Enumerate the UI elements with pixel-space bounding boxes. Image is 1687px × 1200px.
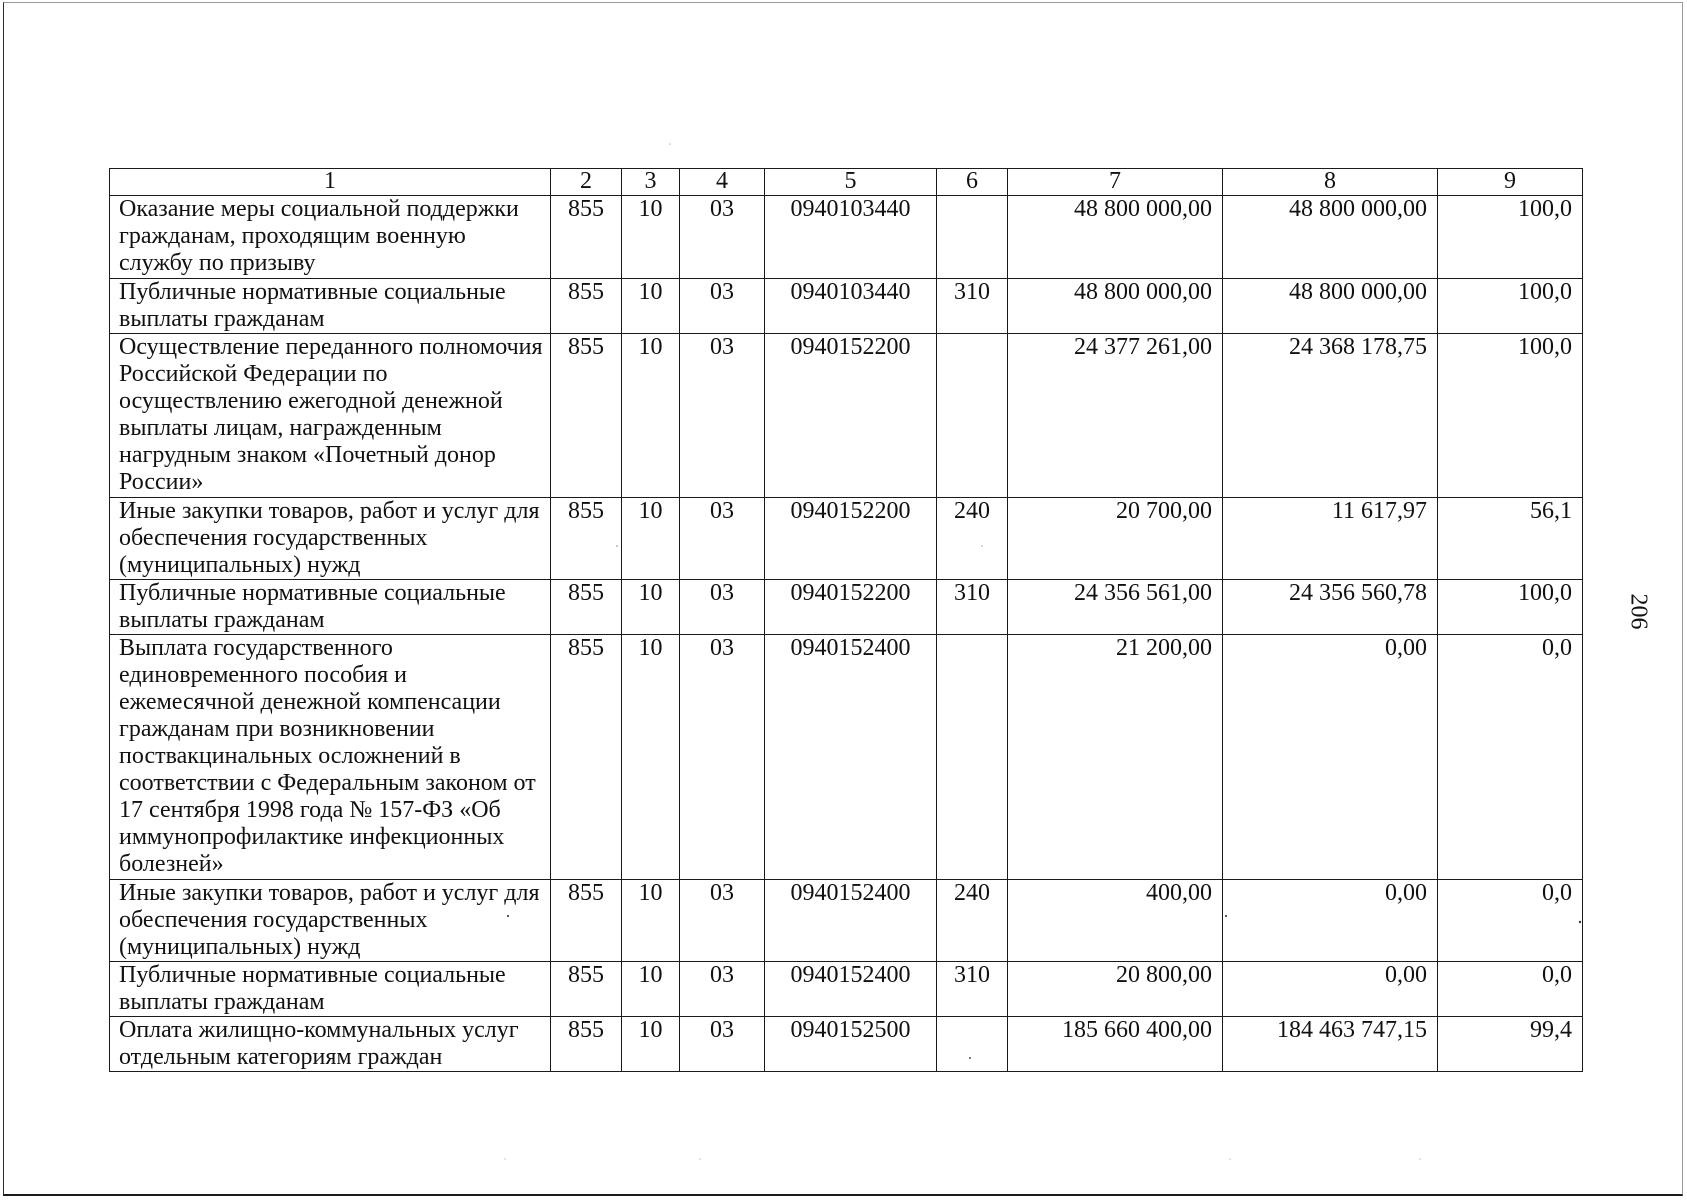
- grbs-code: 855: [551, 880, 622, 962]
- header-cell-3: 3: [622, 169, 680, 196]
- section-code: 10: [622, 334, 680, 498]
- subsection-code: 03: [680, 498, 765, 580]
- expense-name: Оказание меры социальной поддержки гражданам, проходящим военную службу по призыву: [110, 196, 551, 279]
- executed-amount: 0,00: [1223, 635, 1438, 880]
- execution-percent: 100,0: [1438, 196, 1583, 279]
- section-code: 10: [622, 498, 680, 580]
- target-article-code: 0940152500: [765, 1017, 937, 1072]
- expense-type-code: [937, 334, 1008, 498]
- table-row: [110, 334, 1583, 498]
- plan-amount: 20 700,00: [1008, 498, 1223, 580]
- target-article-code: 0940152400: [765, 880, 937, 962]
- header-cell-4: 4: [680, 169, 765, 196]
- execution-percent: 0,0: [1438, 635, 1583, 880]
- target-article-code: 0940152200: [765, 580, 937, 635]
- expense-name: Иные закупки товаров, работ и услуг для обеспечения государственных (муниципальных) нужд: [110, 880, 551, 962]
- header-cell-8: 8: [1223, 169, 1438, 196]
- execution-percent: 0,0: [1438, 880, 1583, 962]
- target-article-code: 0940152200: [765, 498, 937, 580]
- grbs-code: 855: [551, 1017, 622, 1072]
- subsection-code: 03: [680, 196, 765, 279]
- execution-percent: 100,0: [1438, 580, 1583, 635]
- plan-amount: 185 660 400,00: [1008, 1017, 1223, 1072]
- execution-percent: 56,1: [1438, 498, 1583, 580]
- plan-amount: 48 800 000,00: [1008, 279, 1223, 334]
- target-article-code: 0940152400: [765, 635, 937, 880]
- section-code: 10: [622, 196, 680, 279]
- expense-type-code: [937, 1017, 1008, 1072]
- header-cell-6: 6: [937, 169, 1008, 196]
- target-article-code: 0940152400: [765, 962, 937, 1017]
- table-row: [110, 880, 1583, 962]
- table-body: [110, 169, 1583, 1072]
- subsection-code: 03: [680, 334, 765, 498]
- subsection-code: 03: [680, 1017, 765, 1072]
- section-code: 10: [622, 962, 680, 1017]
- execution-percent: 100,0: [1438, 334, 1583, 498]
- expense-name: Публичные нормативные социальные выплаты гражданам: [110, 580, 551, 635]
- expense-name: Оплата жилищно-коммунальных услуг отдельным категориям граждан: [110, 1017, 551, 1072]
- plan-amount: 48 800 000,00: [1008, 196, 1223, 279]
- grbs-code: 855: [551, 196, 622, 279]
- grbs-code: 855: [551, 334, 622, 498]
- executed-amount: 48 800 000,00: [1223, 196, 1438, 279]
- subsection-code: 03: [680, 580, 765, 635]
- subsection-code: 03: [680, 635, 765, 880]
- target-article-code: 0940152200: [765, 334, 937, 498]
- table-row: [110, 279, 1583, 334]
- plan-amount: 20 800,00: [1008, 962, 1223, 1017]
- plan-amount: 24 356 561,00: [1008, 580, 1223, 635]
- expense-type-code: 240: [937, 880, 1008, 962]
- table-row: [110, 196, 1583, 279]
- grbs-code: 855: [551, 580, 622, 635]
- subsection-code: 03: [680, 880, 765, 962]
- expense-name: Публичные нормативные социальные выплаты гражданам: [110, 962, 551, 1017]
- table-row: [110, 580, 1583, 635]
- section-code: 10: [622, 279, 680, 334]
- section-code: 10: [622, 880, 680, 962]
- table-row: [110, 635, 1583, 880]
- header-cell-2: 2: [551, 169, 622, 196]
- section-code: 10: [622, 580, 680, 635]
- subsection-code: 03: [680, 279, 765, 334]
- page-number: 206: [1625, 593, 1652, 630]
- expense-name: Осуществление переданного полномочия Российской Федерации по осуществлению ежегодной денежной выплаты лицам, награжденным нагрудным знаком «Почетный донор России»: [110, 334, 551, 498]
- subsection-code: 03: [680, 962, 765, 1017]
- plan-amount: 400,00: [1008, 880, 1223, 962]
- execution-percent: 99,4: [1438, 1017, 1583, 1072]
- executed-amount: 11 617,97: [1223, 498, 1438, 580]
- expense-type-code: 310: [937, 962, 1008, 1017]
- executed-amount: 184 463 747,15: [1223, 1017, 1438, 1072]
- grbs-code: 855: [551, 962, 622, 1017]
- header-cell-7: 7: [1008, 169, 1223, 196]
- grbs-code: 855: [551, 498, 622, 580]
- expense-name: Выплата государственного единовременного пособия и ежемесячной денежной компенсации гражданам при возникновении поствакцинальных осложнений в соответствии с Федеральным законом от 17 сентября 1998 года № 157-ФЗ «Об иммунопрофилактике инфекционных болезней»: [110, 635, 551, 880]
- plan-amount: 21 200,00: [1008, 635, 1223, 880]
- grbs-code: 855: [551, 279, 622, 334]
- expense-type-code: 310: [937, 279, 1008, 334]
- executed-amount: 0,00: [1223, 880, 1438, 962]
- executed-amount: 24 356 560,78: [1223, 580, 1438, 635]
- plan-amount: 24 377 261,00: [1008, 334, 1223, 498]
- executed-amount: 24 368 178,75: [1223, 334, 1438, 498]
- expense-name: Иные закупки товаров, работ и услуг для обеспечения государственных (муниципальных) нужд: [110, 498, 551, 580]
- expense-type-code: [937, 196, 1008, 279]
- executed-amount: 48 800 000,00: [1223, 279, 1438, 334]
- execution-percent: 100,0: [1438, 279, 1583, 334]
- header-cell-5: 5: [765, 169, 937, 196]
- expense-type-code: 310: [937, 580, 1008, 635]
- section-code: 10: [622, 1017, 680, 1072]
- table-row: [110, 498, 1583, 580]
- expense-type-code: [937, 635, 1008, 880]
- executed-amount: 0,00: [1223, 962, 1438, 1017]
- expense-name: Публичные нормативные социальные выплаты гражданам: [110, 279, 551, 334]
- expense-type-code: 240: [937, 498, 1008, 580]
- budget-execution-table: [109, 168, 1583, 1072]
- header-cell-9: 9: [1438, 169, 1583, 196]
- target-article-code: 0940103440: [765, 279, 937, 334]
- table-header-row: [110, 169, 1583, 196]
- header-cell-1: 1: [110, 169, 551, 196]
- target-article-code: 0940103440: [765, 196, 937, 279]
- execution-percent: 0,0: [1438, 962, 1583, 1017]
- grbs-code: 855: [551, 635, 622, 880]
- section-code: 10: [622, 635, 680, 880]
- table-row: [110, 1017, 1583, 1072]
- table-row: [110, 962, 1583, 1017]
